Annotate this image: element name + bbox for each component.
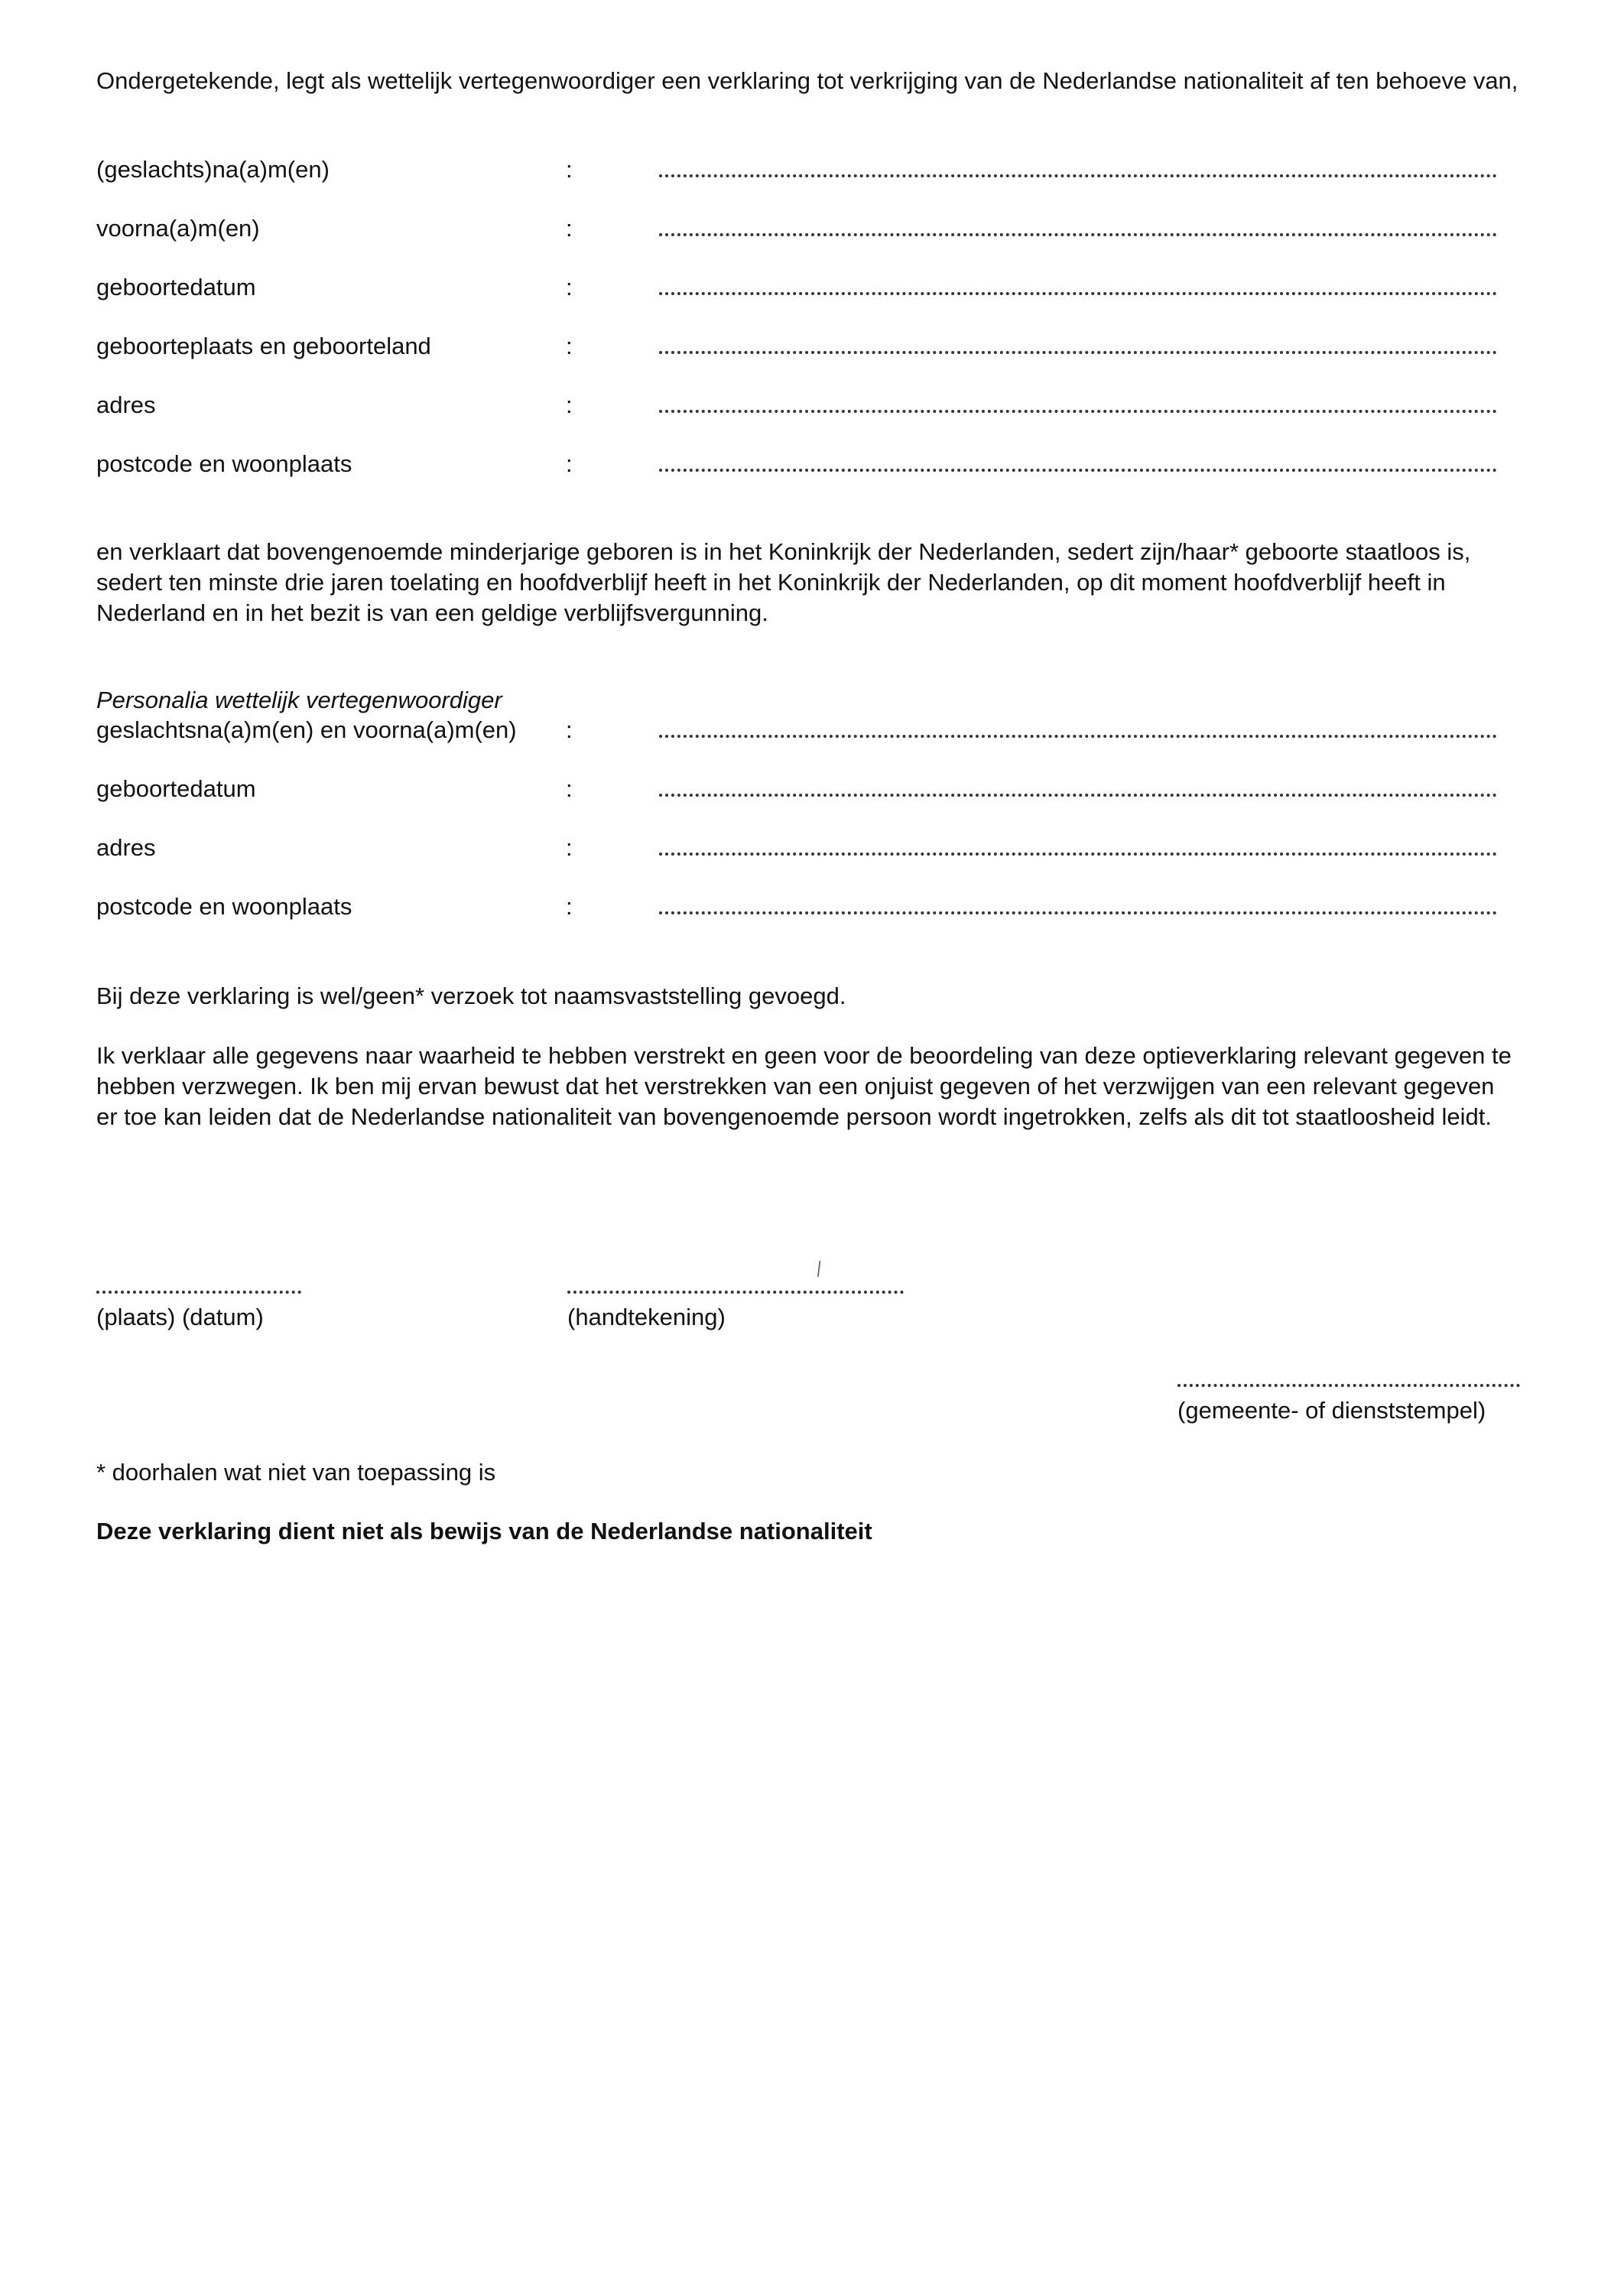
stamp-label: (gemeente- of dienststempel)	[1177, 1397, 1486, 1424]
signature-label: (handtekening)	[567, 1304, 726, 1330]
field-colon: :	[566, 333, 573, 359]
field-colon: :	[566, 450, 573, 477]
truth-statement-paragraph: Ik verklaar alle gegevens naar waarheid te hebben verstrekt en geen voor de beoordeling van deze optieverklaring relevant gegeven te hebben verzwegen. Ik ben mij ervan bewust dat het verstrekken van een onjuist gegeven of het verzwijgen van een relevant gegeven er toe kan leiden dat de Nederlandse nationaliteit van bovengenoemde persoon wordt ingetrokken, zelfs als dit tot staatloosheid leidt.	[96, 1042, 1512, 1130]
field-colon: :	[566, 274, 573, 300]
signature-line[interactable]	[567, 1291, 904, 1294]
stamp-line[interactable]	[1177, 1384, 1520, 1387]
field-colon: :	[566, 716, 573, 743]
field-label-rep-postcode: postcode en woonplaats	[96, 893, 352, 920]
declaration-paragraph: en verklaart dat bovengenoemde minderjarige geboren is in het Koninkrijk der Nederlanden, sedert zijn/haar* geboorte staatloos is, sedert ten minste drie jaren toelating en hoofdverblijf heeft in het Koninkrijk der Nederlanden, op dit moment hoofdverblijf heeft in Nederland en in het bezit is van een geldige verblijfsvergunning.	[96, 538, 1471, 626]
field-line-rep-names[interactable]	[659, 735, 1497, 738]
place-date-label: (plaats) (datum)	[96, 1304, 264, 1330]
field-colon: :	[566, 834, 573, 861]
field-label-rep-birthdate: geboortedatum	[96, 775, 256, 802]
field-label-address: adres	[96, 391, 156, 418]
field-colon: :	[566, 391, 573, 418]
field-line-postcode[interactable]	[659, 469, 1497, 472]
field-line-address[interactable]	[659, 410, 1497, 413]
field-colon: :	[566, 156, 573, 183]
field-label-firstnames: voorna(a)m(en)	[96, 215, 260, 242]
field-line-rep-address[interactable]	[659, 853, 1497, 856]
pen-mark-icon: ⁄	[813, 1257, 827, 1280]
field-line-rep-birthdate[interactable]	[659, 794, 1497, 797]
field-label-birthdate: geboortedatum	[96, 274, 256, 300]
field-label-birthplace: geboorteplaats en geboorteland	[96, 333, 431, 359]
field-line-birthdate[interactable]	[659, 292, 1497, 295]
field-line-birthplace[interactable]	[659, 351, 1497, 354]
name-request-paragraph: Bij deze verklaring is wel/geen* verzoek tot naamsvaststelling gevoegd.	[96, 982, 846, 1009]
intro-paragraph: Ondergetekende, legt als wettelijk vertegenwoordiger een verklaring tot verkrijging van de Nederlandse nationaliteit af ten behoeve van,	[96, 67, 1518, 94]
disclaimer: Deze verklaring dient niet als bewijs van de Nederlandse nationaliteit	[96, 1518, 872, 1544]
footnote: * doorhalen wat niet van toepassing is	[96, 1459, 496, 1486]
field-line-rep-postcode[interactable]	[659, 911, 1497, 914]
field-colon: :	[566, 215, 573, 242]
field-label-postcode: postcode en woonplaats	[96, 450, 352, 477]
field-label-rep-names: geslachtsna(a)m(en) en voorna(a)m(en)	[96, 716, 517, 743]
field-label-surname: (geslachts)na(a)m(en)	[96, 156, 330, 183]
field-colon: :	[566, 775, 573, 802]
place-date-line[interactable]	[96, 1291, 301, 1294]
field-colon: :	[566, 893, 573, 920]
field-line-firstnames[interactable]	[659, 233, 1497, 236]
representative-section-title: Personalia wettelijk vertegenwoordiger	[96, 687, 502, 713]
field-line-surname[interactable]	[659, 174, 1497, 177]
field-label-rep-address: adres	[96, 834, 156, 861]
